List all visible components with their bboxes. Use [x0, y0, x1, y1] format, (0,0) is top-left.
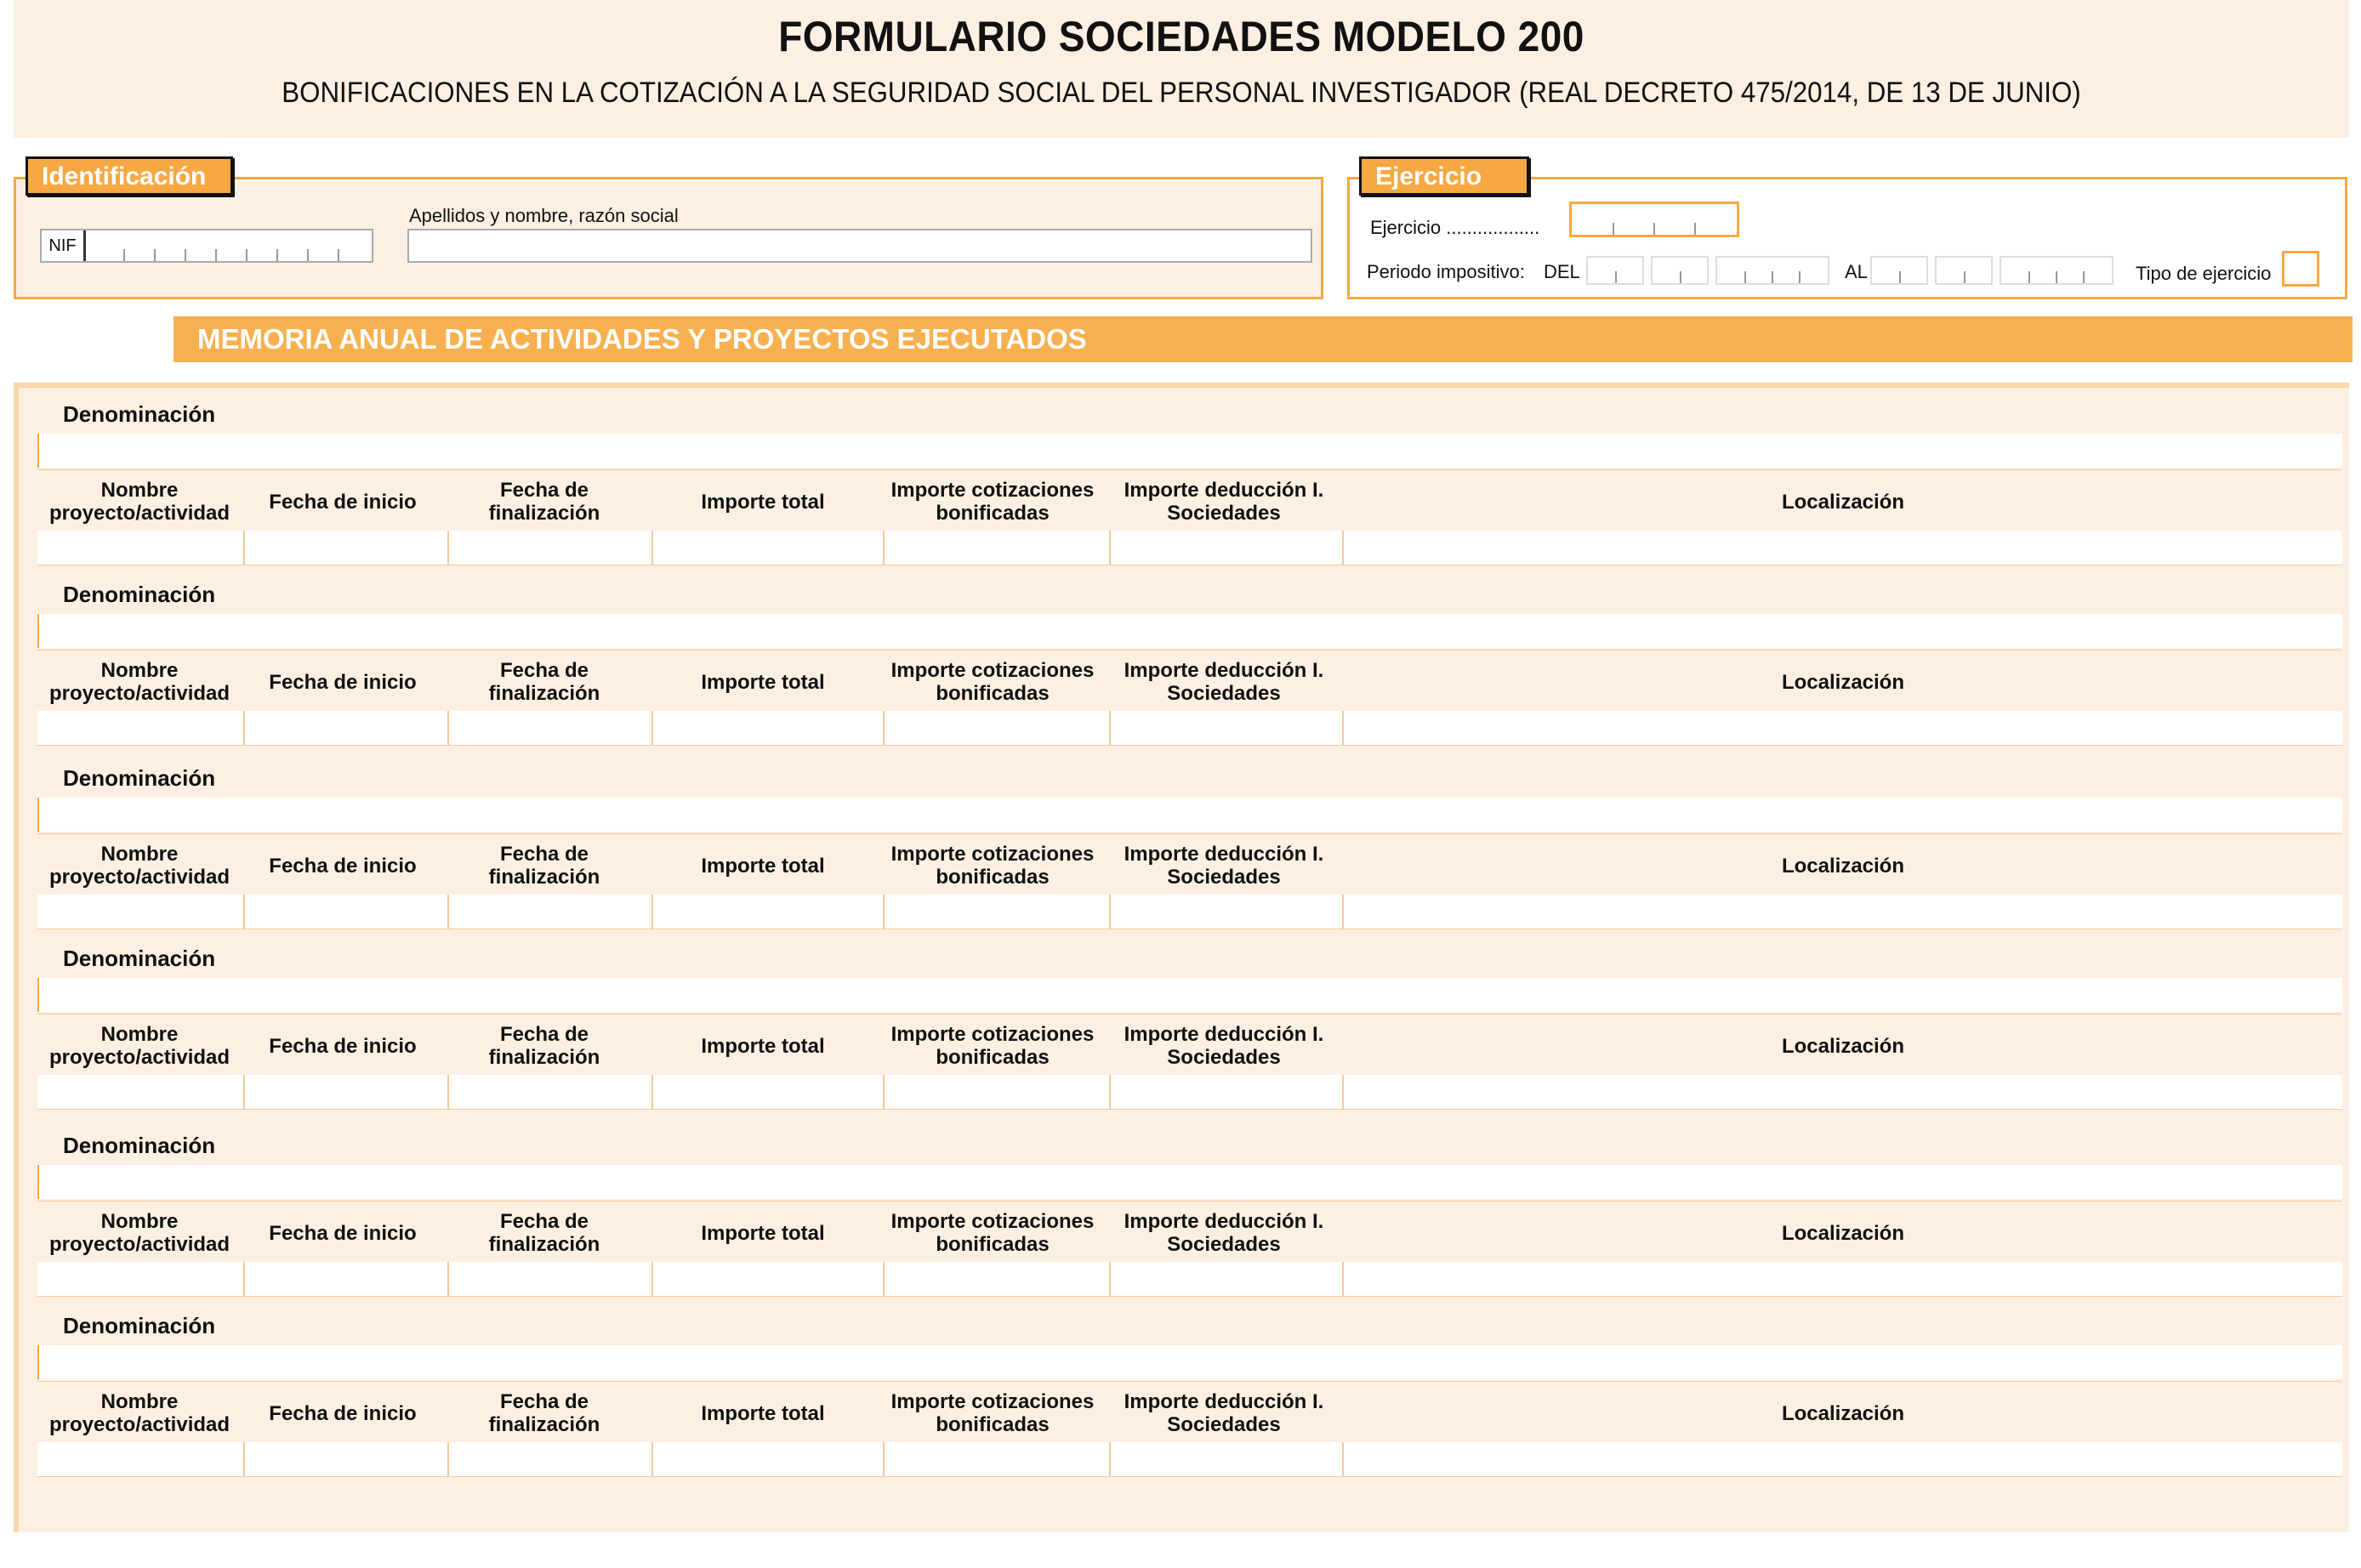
ejercicio-label: Ejercicio ..................: [1370, 217, 1540, 238]
denominacion-label: Denominación: [63, 1313, 216, 1338]
col-importe-deduccion: Importe deducción I. Sociedades: [1124, 659, 1324, 705]
denominacion-input[interactable]: [37, 434, 2342, 468]
tipo-ejercicio-input[interactable]: [2282, 251, 2319, 287]
project-row[interactable]: [37, 531, 2342, 565]
identificacion-tab: Identificación: [26, 156, 233, 196]
denominacion-input[interactable]: [37, 978, 2342, 1012]
col-fecha-inicio: Fecha de inicio: [269, 1221, 417, 1245]
project-row[interactable]: [37, 1075, 2342, 1109]
col-importe-total: Importe total: [701, 1034, 825, 1058]
apellidos-input[interactable]: [407, 229, 1312, 263]
denominacion-label: Denominación: [63, 582, 216, 607]
col-fecha-fin: Fecha de finalización: [488, 659, 600, 705]
col-localizacion: Localización: [1781, 1401, 1905, 1425]
nif-label: NIF: [42, 230, 86, 261]
col-fecha-fin: Fecha de finalización: [488, 479, 600, 525]
project-row[interactable]: [37, 895, 2342, 929]
col-fecha-inicio: Fecha de inicio: [269, 854, 417, 878]
col-nombre: Nombre proyecto/actividad: [48, 843, 230, 889]
apellidos-label: Apellidos y nombre, razón social: [409, 205, 679, 226]
col-importe-cotizaciones: Importe cotizaciones bonificadas: [890, 1023, 1095, 1069]
col-localizacion: Localización: [1781, 490, 1905, 514]
col-nombre: Nombre proyecto/actividad: [48, 479, 230, 525]
project-block: [19, 1119, 2349, 1298]
col-importe-total: Importe total: [701, 854, 825, 878]
denominacion-input[interactable]: [37, 1165, 2342, 1199]
project-row[interactable]: [37, 1262, 2342, 1296]
col-fecha-fin: Fecha de finalización: [488, 843, 600, 889]
project-block: [19, 1299, 2349, 1478]
nif-field[interactable]: [40, 229, 373, 263]
denominacion-label: Denominación: [63, 1133, 216, 1158]
section-title: MEMORIA ANUAL DE ACTIVIDADES Y PROYECTOS EJECUTADOS: [174, 316, 2352, 362]
ejercicio-year-input[interactable]: [1569, 202, 1739, 237]
col-nombre: Nombre proyecto/actividad: [48, 1390, 230, 1436]
col-importe-cotizaciones: Importe cotizaciones bonificadas: [890, 843, 1095, 889]
col-fecha-fin: Fecha de finalización: [488, 1023, 600, 1069]
col-fecha-fin: Fecha de finalización: [488, 1210, 600, 1256]
al-day-input[interactable]: [1870, 256, 1928, 285]
denominacion-input[interactable]: [37, 614, 2342, 648]
page-subtitle: BONIFICACIONES EN LA COTIZACIÓN A LA SEGURIDAD SOCIAL DEL PERSONAL INVESTIGADOR (REAL DECRETO 475/2014, DE 13 DE JUNIO): [282, 77, 2081, 109]
col-importe-deduccion: Importe deducción I. Sociedades: [1124, 1023, 1324, 1069]
col-nombre: Nombre proyecto/actividad: [48, 659, 230, 705]
col-localizacion: Localización: [1781, 1034, 1905, 1058]
denominacion-label: Denominación: [63, 946, 216, 971]
tipo-ejercicio-label: Tipo de ejercicio: [2136, 263, 2272, 284]
ejercicio-tab: Ejercicio: [1359, 156, 1529, 196]
col-fecha-inicio: Fecha de inicio: [269, 1034, 417, 1058]
col-importe-deduccion: Importe deducción I. Sociedades: [1124, 479, 1324, 525]
col-importe-cotizaciones: Importe cotizaciones bonificadas: [890, 479, 1095, 525]
col-importe-cotizaciones: Importe cotizaciones bonificadas: [890, 1210, 1095, 1256]
col-localizacion: Localización: [1781, 854, 1905, 878]
del-year-input[interactable]: [1715, 256, 1829, 285]
col-localizacion: Localización: [1781, 670, 1905, 694]
col-importe-total: Importe total: [701, 490, 825, 514]
page-title: FORMULARIO SOCIEDADES MODELO 200: [778, 13, 1584, 60]
col-importe-deduccion: Importe deducción I. Sociedades: [1124, 1210, 1324, 1256]
al-month-input[interactable]: [1935, 256, 1993, 285]
denominacion-label: Denominación: [63, 401, 216, 427]
col-fecha-inicio: Fecha de inicio: [269, 490, 417, 514]
col-localizacion: Localización: [1781, 1221, 1905, 1245]
col-importe-cotizaciones: Importe cotizaciones bonificadas: [890, 659, 1095, 705]
project-block: [19, 568, 2349, 747]
col-fecha-inicio: Fecha de inicio: [269, 1401, 417, 1425]
col-fecha-inicio: Fecha de inicio: [269, 670, 417, 694]
periodo-label: Periodo impositivo:: [1367, 261, 1525, 282]
project-block: [19, 752, 2349, 930]
col-importe-total: Importe total: [701, 1401, 825, 1425]
col-importe-deduccion: Importe deducción I. Sociedades: [1124, 1390, 1324, 1436]
project-block: [19, 932, 2349, 1111]
col-importe-deduccion: Importe deducción I. Sociedades: [1124, 843, 1324, 889]
col-nombre: Nombre proyecto/actividad: [48, 1023, 230, 1069]
denominacion-input[interactable]: [37, 798, 2342, 832]
del-day-input[interactable]: [1586, 256, 1644, 285]
col-importe-total: Importe total: [701, 670, 825, 694]
denominacion-label: Denominación: [63, 765, 216, 791]
col-importe-total: Importe total: [701, 1221, 825, 1245]
del-label: DEL: [1544, 261, 1580, 282]
col-nombre: Nombre proyecto/actividad: [48, 1210, 230, 1256]
al-label: AL: [1845, 261, 1868, 282]
col-fecha-fin: Fecha de finalización: [488, 1390, 600, 1436]
form-header: [14, 0, 2349, 138]
project-row[interactable]: [37, 711, 2342, 745]
col-importe-cotizaciones: Importe cotizaciones bonificadas: [890, 1390, 1095, 1436]
project-row[interactable]: [37, 1442, 2342, 1476]
memoria-section: [14, 383, 2349, 1532]
project-block: [19, 388, 2349, 566]
del-month-input[interactable]: [1651, 256, 1709, 285]
denominacion-input[interactable]: [37, 1345, 2342, 1379]
al-year-input[interactable]: [2000, 256, 2114, 285]
